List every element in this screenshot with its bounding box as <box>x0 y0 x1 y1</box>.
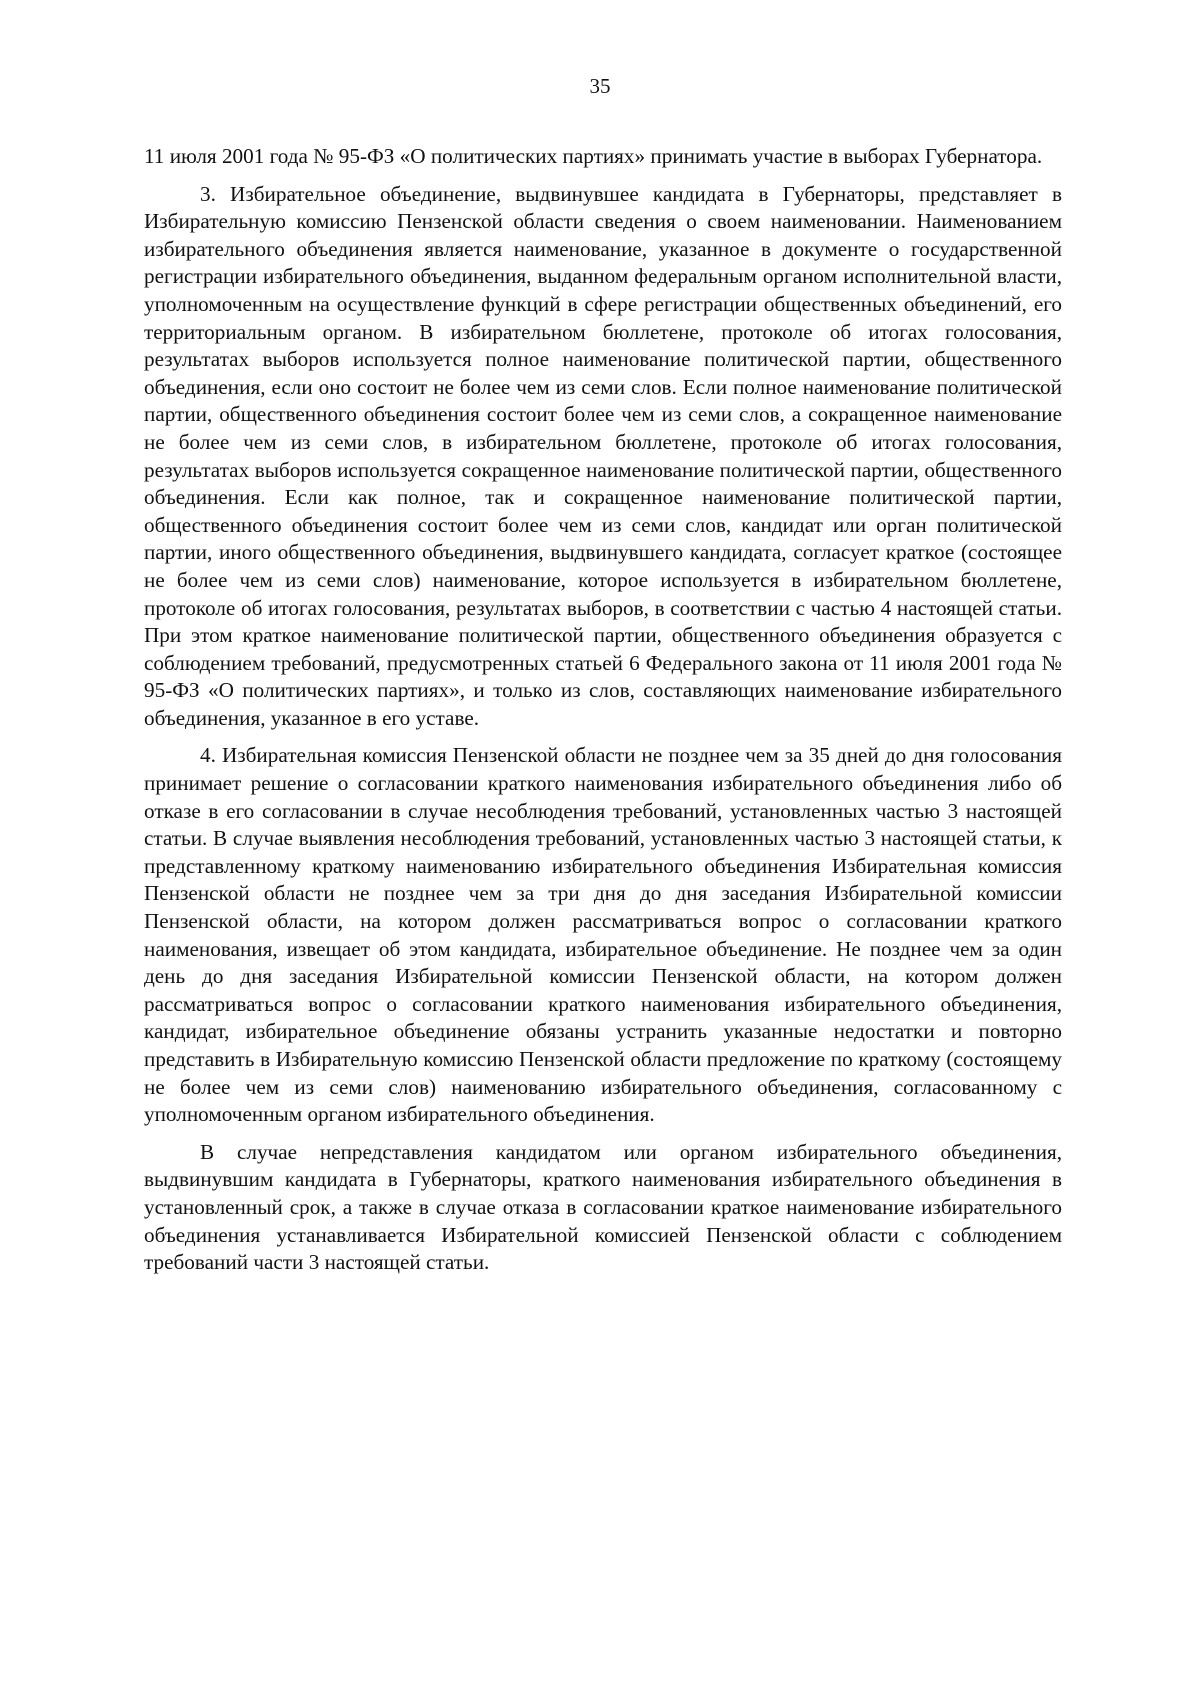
paragraph-continuation: 11 июля 2001 года № 95-ФЗ «О политических партиях» принимать участие в выборах Губернатора. <box>144 144 1043 168</box>
page-number: 35 <box>589 74 611 98</box>
paragraph-part-4-continued: В случае непредставления кандидатом или органом избирательного объединения, выдвинувшим кандидата в Губернаторы, краткого наименования избирательного объединения в установленный срок, а также в случае отказа в согласовании краткое наименование избирательного объединения устанавливается Избирательной комиссией Пензенской области с соблюдением требований части 3 настоящей статьи. <box>144 1139 1062 1275</box>
paragraph-part-3: 3. Избирательное объединение, выдвинувшее кандидата в Губернаторы, представляет в Избирательную комиссию Пензенской области сведения о своем наименовании. Наименованием избирательного объединения является наименование, указанное в документе о государственной регистрации избирательного объединения, выданном федеральным органом исполнительной власти, уполномоченным на осуществление функций в сфере регистрации общественных объединений, его территориальным органом. В избирательном бюллетене, протоколе об итогах голосования, результатах выборов используется полное наименование политической партии, общественного объединения, если оно состоит не более чем из семи слов. Если полное наименование политической партии, общественного объединения состоит более чем из семи слов, а сокращенное наименование не более чем из семи слов, в избирательном бюллетене, протоколе об итогах голосования, результатах выборов используется сокращенное наименование политической партии, общественного объединения. Если как полное, так и сокращенное наименование политической партии, общественного объединения состоит более чем из семи слов, кандидат или орган политической партии, иного общественного объединения, выдвинувшего кандидата, согласует краткое (состоящее не более чем из семи слов) наименование, которое используется в избирательном бюллетене, протоколе об итогах голосования, результатах выборов, в соответствии с частью 4 настоящей статьи. При этом краткое наименование политической партии, общественного объединения образуется с соблюдением требований, предусмотренных статьей 6 Федерального закона от 11 июля 2001 года № 95-ФЗ «О политических партиях», и только из слов, составляющих наименование избирательного объединения, указанное в его уставе. <box>144 181 1062 730</box>
document-body <box>144 143 1062 1287</box>
paragraph-part-4: 4. Избирательная комиссия Пензенской области не позднее чем за 35 дней до дня голосования принимает решение о согласовании краткого наименования избирательного объединения либо об отказе в его согласовании в случае несоблюдения требований, установленных частью 3 настоящей статьи. В случае выявления несоблюдения требований, установленных частью 3 настоящей статьи, к представленному краткому наименованию избирательного объединения Избирательная комиссия Пензенской области не позднее чем за три дня до дня заседания Избирательной комиссии Пензенской области, на котором должен рассматриваться вопрос о согласовании краткого наименования, извещает об этом кандидата, избирательное объединение. Не позднее чем за один день до дня заседания Избирательной комиссии Пензенской области, на котором должен рассматриваться вопрос о согласовании краткого наименования избирательного объединения, кандидат, избирательное объединение обязаны устранить указанные недостатки и повторно представить в Избирательную комиссию Пензенской области предложение по краткому (состоящему не более чем из семи слов) наименованию избирательного объединения, согласованному с уполномоченным органом избирательного объединения. <box>144 743 1062 1127</box>
